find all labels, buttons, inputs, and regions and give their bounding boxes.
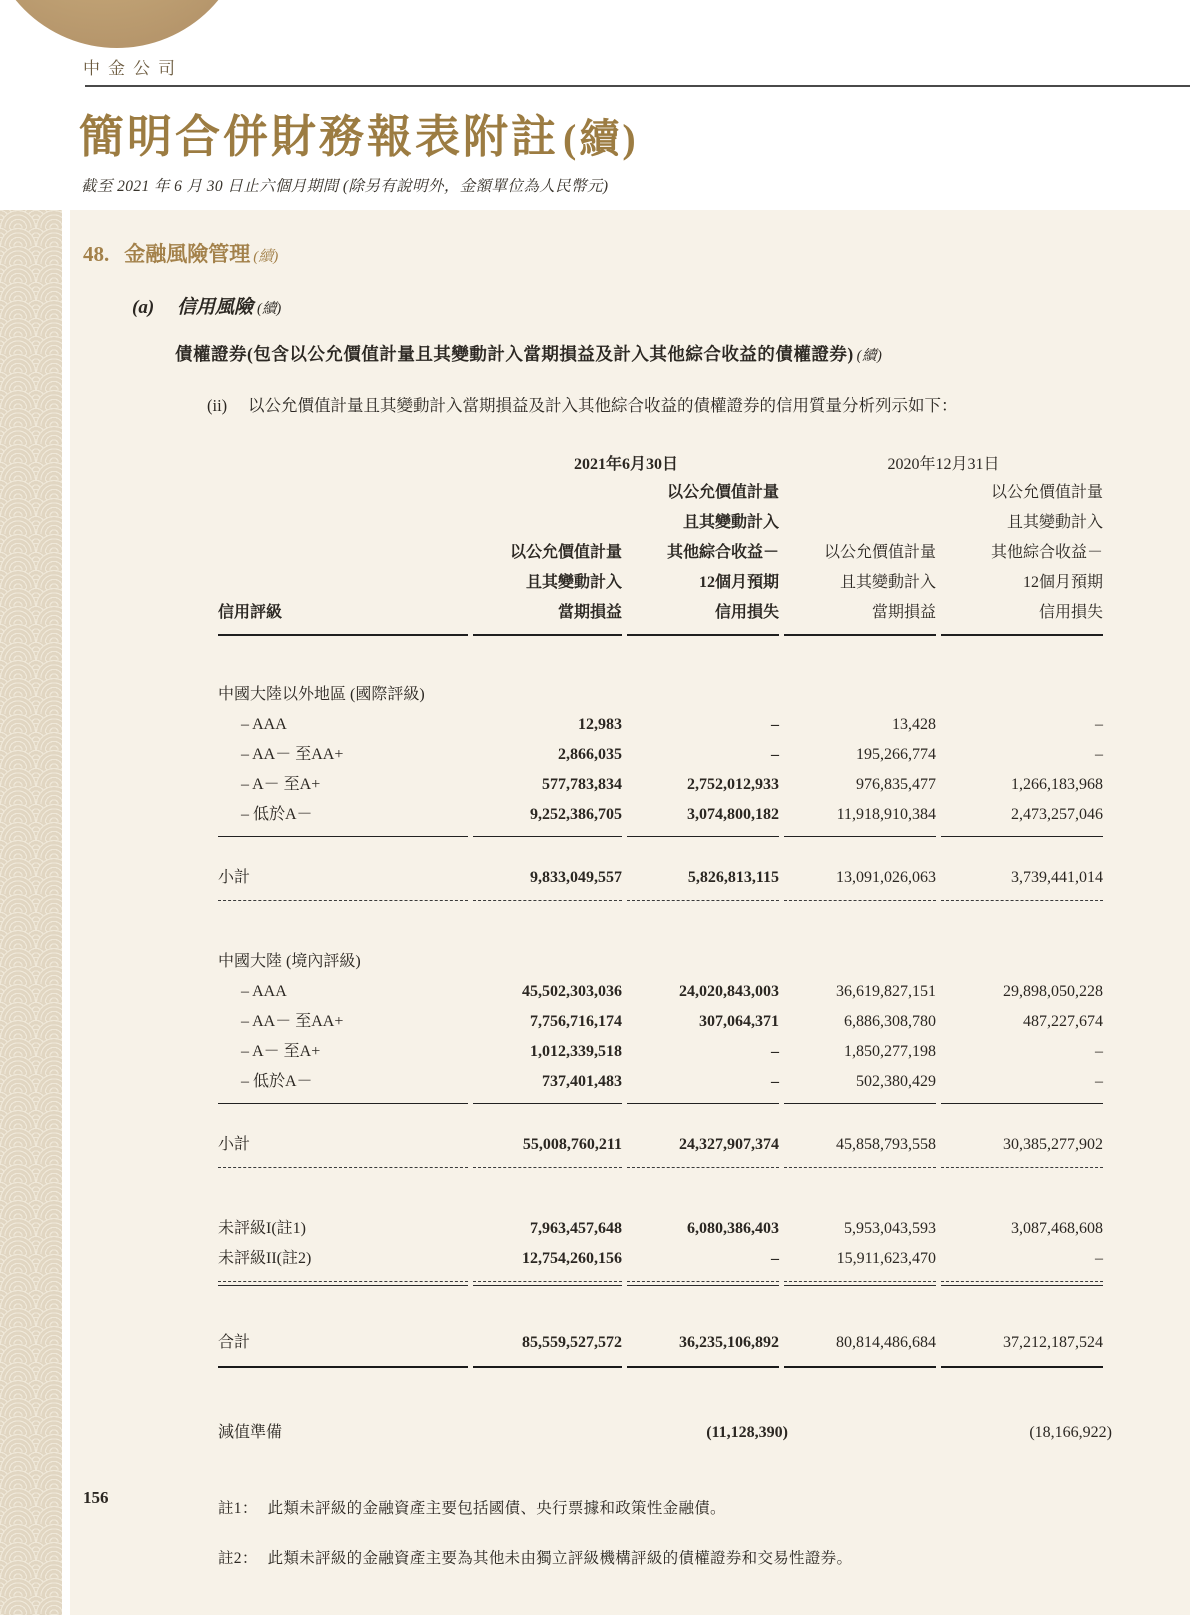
cell-2021-fvtpl [473,1418,622,1448]
cell-2021-fvoci: – [627,1244,779,1282]
group-title: 中國大陸 (境內評級) [218,953,361,970]
footnote-text: 此類未評級的金融資產主要為其他未由獨立評級機構評級的債權證券和交易性證券。 [267,1550,853,1567]
cell-2021-fvtpl: 45,502,303,036 [522,983,622,1000]
period-2021: 2021年6月30日 [573,456,678,473]
table-row [218,1244,1103,1282]
subtotal-row [218,1130,1103,1168]
cell-2020-fvtpl: 13,428 [892,716,936,733]
row-label: – AAA [241,716,287,733]
paragraph-cont: (續) [856,348,883,364]
page-title-main: 簡明合併財務報表附註 [79,112,560,162]
footnote [218,1496,1190,1518]
cell-2020-fvtpl: 15,911,623,470 [784,1244,936,1282]
cell-2020-fvoci: 487,227,674 [1023,1013,1103,1030]
cell-2021-fvoci: 6,080,386,403 [687,1220,779,1237]
group-title-row [218,680,1103,710]
row-label: – 低於A－ [218,1067,468,1104]
impairment-row [218,1418,1112,1448]
cell-2021-fvoci: 36,235,106,892 [627,1328,779,1368]
cell-2020-fvtpl: 11,918,910,384 [784,800,936,837]
cell-2020-fvtpl: 6,886,308,780 [844,1013,936,1030]
credit-quality-table [218,452,1112,1448]
cell-2020-fvoci: 30,385,277,902 [941,1130,1103,1168]
row-label: – AA－ 至AA+ [241,746,344,763]
cell-2021-fvtpl: 7,963,457,648 [530,1220,622,1237]
cell-2020-fvoci: (18,166,922) [1029,1424,1112,1441]
paragraph-heading [175,341,1190,366]
list-item-text: 以公允價值計量且其變動計入當期損益及計入其他綜合收益的債權證券的信用質量分析列示如下： [248,396,958,415]
cell-2020-fvoci: – [1095,716,1103,733]
cell-2021-fvoci: – [771,746,779,763]
table-row [218,1214,1103,1244]
subsection-marker: (a) [132,297,155,318]
row-label: 合計 [218,1328,468,1368]
table-row [218,710,1103,740]
cell-2020-fvtpl: 80,814,486,684 [784,1328,936,1368]
cell-2021-fvoci: – [771,1043,779,1060]
section-cont: (續) [253,249,279,265]
cell-2021-fvtpl: 2,866,035 [558,746,622,763]
page-title-cont: (續) [563,116,639,161]
group-title: 中國大陸以外地區 (國際評級) [218,686,425,703]
company-seal-logo [0,0,248,48]
footnote-label: 註2： [218,1550,258,1567]
row-label: 小計 [218,863,468,901]
row-label: 未評級II(註2) [218,1244,468,1282]
column-header-2021-fvtpl: 以公允價值計量 且其變動計入 當期損益 [473,538,622,636]
cell-2021-fvtpl: 55,008,760,211 [473,1130,622,1168]
section-title: 金融風險管理 [124,242,251,266]
cell-2020-fvoci: 1,266,183,968 [1011,776,1103,793]
column-header-2020-fvoci: 以公允價值計量 且其變動計入 其他綜合收益－ 12個月預期 信用損失 [941,478,1103,636]
cell-2020-fvtpl [784,1418,936,1448]
row-label: 減值準備 [218,1424,283,1441]
cell-2021-fvoci: (11,128,390) [706,1424,788,1441]
cell-2021-fvtpl: 9,833,049,557 [473,863,622,901]
section-heading [83,238,1190,268]
row-label: – A－ 至A+ [241,776,321,793]
row-label: – AAA [241,983,287,1000]
cell-2020-fvtpl: 45,858,793,558 [784,1130,936,1168]
cell-2021-fvtpl: 85,559,527,572 [473,1328,622,1368]
page-number: 156 [83,1488,109,1507]
cell-2021-fvoci: – [627,1067,779,1104]
cell-2020-fvtpl: 195,266,774 [856,746,936,763]
footnote [218,1546,1190,1568]
table-period-header [218,452,1103,478]
group-title-row [218,947,1103,977]
cell-2021-fvoci: 24,327,907,374 [627,1130,779,1168]
row-label: – 低於A－ [218,800,468,837]
cell-2020-fvtpl: 5,953,043,593 [844,1220,936,1237]
column-header-rating: 信用評級 [218,598,468,636]
column-header-2020-fvtpl: 以公允價值計量 且其變動計入 當期損益 [784,538,936,636]
table-divider [218,1282,1103,1286]
cell-2021-fvoci: 2,752,012,933 [687,776,779,793]
cell-2020-fvoci: – [1095,746,1103,763]
cell-2020-fvoci: – [941,1067,1103,1104]
footnote-text: 此類未評級的金融資產主要包括國債、央行票據和政策性金融債。 [267,1500,726,1517]
cell-2021-fvtpl: 12,983 [578,716,622,733]
row-label: – A－ 至A+ [241,1043,321,1060]
cell-2021-fvtpl: 7,756,716,174 [530,1013,622,1030]
list-item-marker: (ii) [207,396,228,415]
row-label: 小計 [218,1130,468,1168]
cell-2020-fvtpl: 1,850,277,198 [844,1043,936,1060]
table-row [218,1067,1103,1104]
cell-2021-fvtpl: 12,754,260,156 [473,1244,622,1282]
cell-2021-fvtpl: 577,783,834 [542,776,622,793]
page-title [79,100,639,165]
cell-2021-fvtpl: 9,252,386,705 [473,800,622,837]
paragraph-text: 債權證券(包含以公允價值計量且其變動計入當期損益及計入其他綜合收益的債權證券) [175,344,854,364]
cell-2021-fvoci: 5,826,813,115 [627,863,779,901]
column-header-2021-fvoci: 以公允價值計量 且其變動計入 其他綜合收益－ 12個月預期 信用損失 [627,478,779,636]
period-2020: 2020年12月31日 [887,456,1000,473]
table-row [218,770,1103,800]
decorative-wave-pattern [0,210,62,1615]
row-label: 未評級I(註1) [218,1220,306,1237]
total-row [218,1328,1103,1368]
cell-2020-fvoci: 3,739,441,014 [941,863,1103,901]
cell-2020-fvoci: – [941,1244,1103,1282]
subsection-cont: (續) [257,301,282,317]
subsection-title: 信用風險 [177,297,254,318]
cell-2021-fvoci: 24,020,843,003 [679,983,779,1000]
table-row [218,800,1103,837]
table-row [218,1007,1103,1037]
table-row [218,977,1103,1007]
cell-2020-fvoci: 37,212,187,524 [941,1328,1103,1368]
table-row [218,1037,1103,1067]
cell-2020-fvoci: 2,473,257,046 [941,800,1103,837]
cell-2021-fvoci: 3,074,800,182 [627,800,779,837]
cell-2020-fvtpl: 976,835,477 [856,776,936,793]
row-label: – AA－ 至AA+ [241,1013,344,1030]
cell-2020-fvtpl: 502,380,429 [784,1067,936,1104]
cell-2020-fvoci: 3,087,468,608 [1011,1220,1103,1237]
section-number: 48. [83,242,110,266]
list-item [207,392,1190,416]
subtotal-row [218,863,1103,901]
cell-2021-fvoci: 307,064,371 [699,1013,779,1030]
company-name: 中金公司 [83,59,183,78]
subsection-heading [132,292,1190,319]
cell-2021-fvtpl: 737,401,483 [473,1067,622,1104]
header-divider [85,85,1190,87]
table-column-headers [218,478,1103,636]
cell-2020-fvoci: 29,898,050,228 [1003,983,1103,1000]
page-subtitle: 截至 2021 年 6 月 30 日止六個月期間 (除另有說明外，金額單位為人民幣元) [81,178,609,195]
cell-2020-fvtpl: 36,619,827,151 [836,983,936,1000]
cell-2020-fvoci: – [1095,1043,1103,1060]
table-row [218,740,1103,770]
cell-2020-fvtpl: 13,091,026,063 [784,863,936,901]
footnote-label: 註1： [218,1500,258,1517]
content-area [70,210,1190,1615]
cell-2021-fvtpl: 1,012,339,518 [530,1043,622,1060]
cell-2021-fvoci: – [771,716,779,733]
